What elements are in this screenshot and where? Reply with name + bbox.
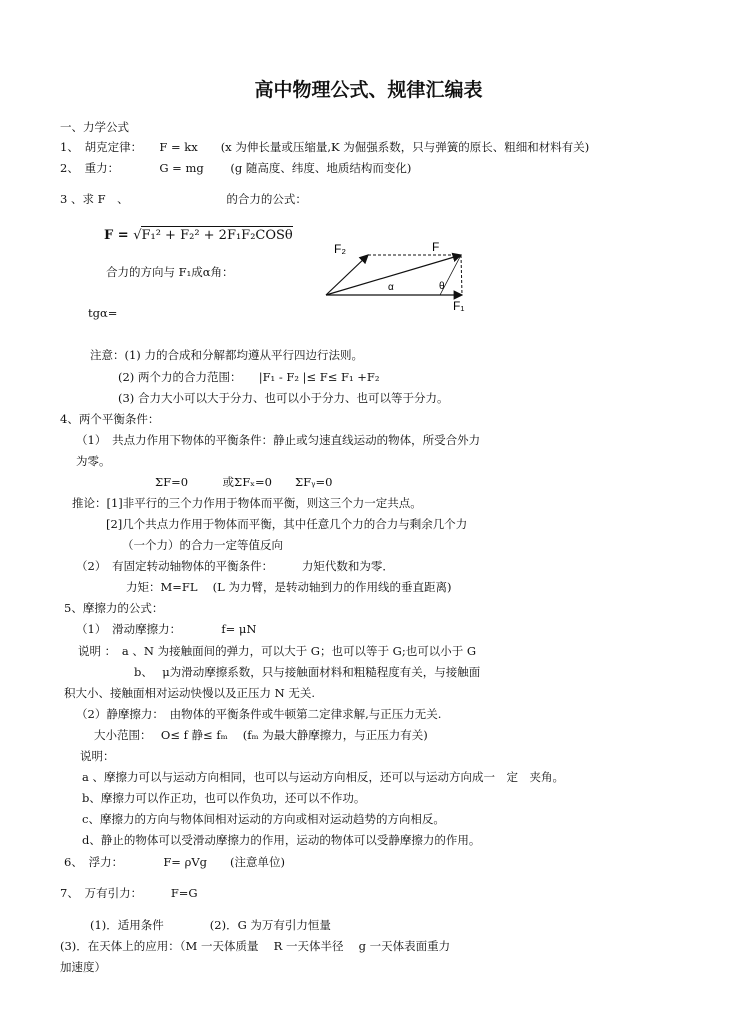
buoyancy-line: 6、 浮力： F= ρVg (注意单位) xyxy=(64,855,285,869)
inference-2: [2]几个共点力作用于物体而平衡，其中任意几个力的合力与剩余几个力 xyxy=(106,517,468,531)
resultant-force-formula xyxy=(104,226,293,246)
label-theta: θ xyxy=(439,281,445,292)
formula-radicand: F₁² + F₂² + 2F₁F₂COSθ xyxy=(141,228,293,243)
static-friction: （2）静摩擦力： 由物体的平衡条件或牛顿第二定律求解,与正压力无关. xyxy=(76,707,442,721)
section-heading-mechanics: 一、力学公式 xyxy=(60,120,129,134)
tan-alpha-label: tgα= xyxy=(88,306,118,320)
friction-note-c: c、摩擦力的方向与物体间相对运动的方向或相对运动趋势的方向相反。 xyxy=(82,812,445,826)
gravitation-notes-1: (1)．适用条件 (2)．G 为万有引力恒量 xyxy=(90,918,331,932)
friction-note-d: d、静止的物体可以受滑动摩擦力的作用，运动的物体可以受静摩擦力的作用。 xyxy=(82,833,481,847)
moment-definition: 力矩：M=FL (L 为力臂，是转动轴到力的作用线的垂直距离) xyxy=(126,580,452,594)
label-alpha: α xyxy=(388,282,394,293)
gravitation-application: (3)．在天体上的应用：（M 一天体质量 R 一天体半径 g 一天体表面重力 xyxy=(60,939,451,953)
label-f1: F₁ xyxy=(453,299,465,313)
equilibrium-condition-1a: （1） 共点力作用下物体的平衡条件：静止或匀速直线运动的物体，所受合外力 xyxy=(76,433,481,447)
resultant-force-heading: 3 、求 F 、 的合力的公式： xyxy=(60,192,307,206)
hooke-law-line: 1、 胡克定律： F = kx (x 为伸长量或压缩量,K 为倔强系数，只与弹簧的原长、粗细和材料有关) xyxy=(60,140,590,154)
equilibrium-condition-2: （2） 有固定转动轴物体的平衡条件： 力矩代数和为零． xyxy=(76,559,394,573)
note-2: (2) 两个力的合力范围： |F₁ - F₂ |≤ F≤ F₁ +F₂ xyxy=(118,370,380,384)
friction-note-a: a 、摩擦力可以与运动方向相同，也可以与运动方向相反，还可以与运动方向成一 定 夹角。 xyxy=(82,770,565,784)
formula-lhs: F = xyxy=(104,228,134,243)
inference-3: （一个力）的合力一定等值反向 xyxy=(122,538,283,552)
label-f: F xyxy=(432,240,440,254)
parallelogram-diagram xyxy=(320,235,480,315)
gravitation-application-cont: 加速度） xyxy=(60,960,106,974)
equilibrium-heading: 4、两个平衡条件： xyxy=(60,412,160,426)
gravity-line: 2、 重力： G = mg (g 随高度、纬度、地质结构而变化) xyxy=(60,161,412,175)
friction-heading: 5、摩擦力的公式： xyxy=(64,601,164,615)
equilibrium-condition-1b: 为零。 xyxy=(76,454,111,468)
friction-note-b: b、摩擦力可以作正功，也可以作负功，还可以不作功。 xyxy=(82,791,366,805)
static-friction-range: 大小范围： O≤ f 静≤ fₘ (fₘ 为最大静摩擦力，与正压力有关) xyxy=(94,728,428,742)
note-1: 注意：(1) 力的合成和分解都均遵从平行四边行法则。 xyxy=(90,348,363,362)
sqrt-sign: √ xyxy=(133,228,142,243)
inference-1: 推论：[1]非平行的三个力作用于物体而平衡，则这三个力一定共点。 xyxy=(72,496,422,510)
dashed-right-edge xyxy=(461,255,462,295)
static-friction-notes-heading: 说明： xyxy=(80,749,115,763)
sliding-friction-note-b: b、 μ为滑动摩擦系数，只与接触面材料和粗糙程度有关，与接触面 xyxy=(134,665,481,679)
direction-line: 合力的方向与 F₁成α角： xyxy=(106,265,234,279)
equilibrium-equations: ΣF=0 或ΣFₓ=0 ΣFᵧ=0 xyxy=(155,475,333,489)
gravitation-line: 7、 万有引力： F=G xyxy=(60,886,198,900)
sliding-friction: （1） 滑动摩擦力： f= μN xyxy=(76,622,257,636)
page-title: 高中物理公式、规律汇编表 xyxy=(254,79,483,101)
label-f2: F₂ xyxy=(334,242,346,256)
sliding-friction-note-b-cont: 积大小、接触面相对运动快慢以及正压力 N 无关. xyxy=(64,686,316,700)
sliding-friction-note-a: 说明 ： a 、N 为接触面间的弹力，可以大于 G；也可以等于 G;也可以小于 G xyxy=(78,644,477,658)
note-3: (3) 合力大小可以大于分力、也可以小于分力、也可以等于分力。 xyxy=(118,391,449,405)
